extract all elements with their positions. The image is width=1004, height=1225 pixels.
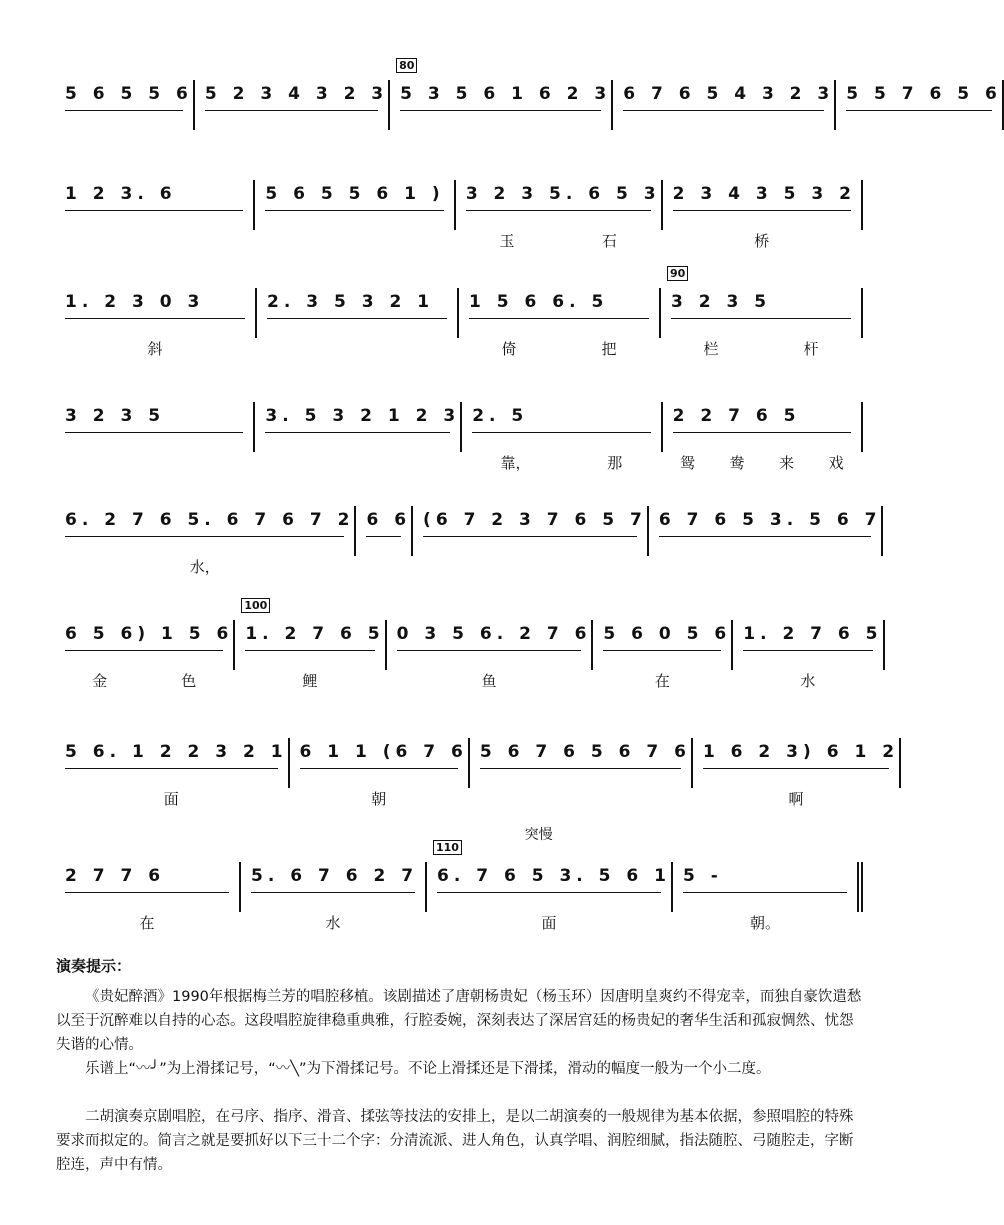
score-line xyxy=(55,382,863,472)
measure xyxy=(387,620,594,690)
measure-notes: 5 6 7 6 5 6 7 6 xyxy=(470,738,691,766)
measure xyxy=(55,506,356,576)
measure xyxy=(593,620,733,690)
measure xyxy=(661,267,863,358)
lyrics xyxy=(673,912,857,933)
rehearsal-mark: 80 xyxy=(396,58,417,73)
lyrics xyxy=(55,556,354,577)
measure xyxy=(255,180,455,230)
score-line xyxy=(55,718,900,808)
lyric-syllable: 戏 xyxy=(828,454,844,472)
measure xyxy=(836,80,1004,130)
notes-paragraph-1: 《贵妃醉酒》1990年根据梅兰芳的唱腔移植。该剧描述了唐朝杨贵妃（杨玉环）因唐明皇爽约不得宠幸，而独自豪饮遣愁以至于沉醉难以自持的心态。这段唱腔旋律稳重典雅，行腔委婉，深刻表达了深居宫廷的杨贵妃的奢华生活和孤寂惆然、忧怨失谐的心情。 xyxy=(56,989,862,1053)
lyrics xyxy=(693,788,899,809)
measure-notes: 6. 7 6 5 3. 5 6 1 xyxy=(427,862,671,890)
measure xyxy=(195,80,390,130)
lyrics xyxy=(290,788,468,809)
lyric-syllable: 玉 xyxy=(499,232,515,250)
lyric-syllable: 水， xyxy=(189,558,220,576)
measure-notes: 6 7 6 5 4 3 2 3 xyxy=(613,80,834,108)
lyric-syllable: 斜 xyxy=(147,340,163,358)
measure-notes: 1 5 6 6. 5 xyxy=(459,288,659,316)
lyrics xyxy=(456,230,661,251)
score-line xyxy=(55,59,1002,150)
measure xyxy=(55,620,235,690)
lyric-syllable: 靠， xyxy=(500,454,531,472)
measure-notes: 3 2 3 5. 6 5 3 xyxy=(456,180,661,208)
measure-notes: 6. 2 7 6 5. 6 7 6 7 2 xyxy=(55,506,354,534)
measure-notes: 6 6 xyxy=(356,506,411,534)
lyrics xyxy=(55,670,233,691)
measure-notes: 5 6. 1 2 2 3 2 1 xyxy=(55,738,288,766)
notes-paragraph-3: 二胡演奏京剧唱腔，在弓序、指序、滑音、揉弦等技法的安排上，是以二胡演奏的一般规律为基本依据，参照唱腔的特殊要求而拟定的。简言之就是要抓好以下三十二个字：分清流派、进人角色，认真学唱、润腔细腻，指法随腔、弓随腔走，字断腔连，声中有情。 xyxy=(56,1109,854,1173)
lyrics xyxy=(733,670,882,691)
lyrics xyxy=(459,338,659,359)
measure-notes: 1. 2 7 6 5 xyxy=(235,620,384,648)
measure xyxy=(462,402,662,472)
lyric-syllable: 朝。 xyxy=(749,914,780,932)
lyrics xyxy=(55,338,255,359)
measure xyxy=(257,288,459,338)
measure-notes: 2 2 7 6 5 xyxy=(663,402,861,430)
lyric-syllable: 来 xyxy=(779,454,795,472)
lyrics xyxy=(661,338,861,359)
measure xyxy=(55,402,255,452)
measure xyxy=(413,506,649,556)
measure-notes: 2 7 7 6 xyxy=(55,862,239,890)
measure-notes: 5 3 5 6 1 6 2 3 xyxy=(390,80,611,108)
measure-notes: 5 5 7 6 5 6 xyxy=(836,80,1002,108)
measure-notes: 6 7 6 5 3. 5 6 7 xyxy=(649,506,882,534)
measure xyxy=(459,288,661,358)
tempo-annotation: 突慢 xyxy=(524,827,553,843)
measure-notes: (6 7 2 3 7 6 5 7 xyxy=(413,506,647,534)
measure xyxy=(427,827,673,932)
lyric-syllable: 桥 xyxy=(754,232,770,250)
lyrics xyxy=(427,912,671,933)
measure-notes: 5 6 5 5 6 xyxy=(55,80,193,108)
lyric-syllable: 水 xyxy=(325,914,341,932)
measure xyxy=(290,738,470,808)
lyric-syllable: 鸯 xyxy=(729,454,745,472)
measure-notes: 1. 2 7 6 5 xyxy=(733,620,882,648)
performance-notes-title: 演奏提示： xyxy=(56,957,132,975)
measure xyxy=(649,506,884,556)
score-line xyxy=(55,268,863,358)
measure xyxy=(693,738,901,808)
rehearsal-mark: 90 xyxy=(667,266,688,281)
measure-notes: 1 2 3. 6 xyxy=(55,180,253,208)
lyric-syllable: 朝 xyxy=(371,790,387,808)
lyrics xyxy=(55,912,239,933)
measure xyxy=(733,620,884,690)
lyrics xyxy=(663,230,861,251)
measure-notes: 2. 5 xyxy=(462,402,660,430)
lyric-syllable: 那 xyxy=(607,454,623,472)
measure-notes: 6 5 6) 1 5 6 xyxy=(55,620,233,648)
measure-notes: 5 6 0 5 6 xyxy=(593,620,731,648)
measure xyxy=(663,402,863,472)
score-line xyxy=(55,486,882,576)
lyric-syllable: 面 xyxy=(541,914,557,932)
lyric-syllable: 面 xyxy=(163,790,179,808)
lyric-syllable: 石 xyxy=(601,232,617,250)
measure-notes: 1. 2 3 0 3 xyxy=(55,288,255,316)
measure-notes: 6 1 1 (6 7 6 xyxy=(290,738,468,766)
lyric-syllable: 在 xyxy=(654,672,670,690)
lyric-syllable: 金 xyxy=(92,672,108,690)
measure-notes: 5 6 5 5 6 1 ) xyxy=(255,180,453,208)
measure xyxy=(55,288,257,358)
rehearsal-mark: 100 xyxy=(241,598,270,613)
measure-notes: 2 3 4 3 5 3 2 xyxy=(663,180,861,208)
measure-notes: 3 2 3 5 xyxy=(55,402,253,430)
lyric-syllable: 栏 xyxy=(703,340,719,358)
measure xyxy=(55,180,255,230)
lyric-syllable: 水 xyxy=(800,672,816,690)
measure xyxy=(235,599,386,690)
measure-notes: 3. 5 3 2 1 2 3 xyxy=(255,402,460,430)
measure xyxy=(55,80,195,130)
lyric-syllable: 色 xyxy=(181,672,197,690)
lyrics xyxy=(593,670,731,691)
measure xyxy=(663,180,863,250)
measure-notes: 5 - xyxy=(673,862,857,890)
lyric-syllable: 鸳 xyxy=(679,454,695,472)
lyric-syllable: 倚 xyxy=(501,340,517,358)
measure xyxy=(356,506,413,556)
measure-notes: 5. 6 7 6 2 7 xyxy=(241,862,425,890)
score-line xyxy=(55,827,863,932)
measure-notes: 1 6 2 3) 6 1 2 xyxy=(693,738,899,766)
lyric-syllable: 鲤 xyxy=(302,672,318,690)
measure xyxy=(613,80,836,130)
lyric-syllable: 把 xyxy=(601,340,617,358)
lyrics xyxy=(387,670,592,691)
measure xyxy=(255,402,462,452)
lyrics xyxy=(663,452,861,473)
measure xyxy=(673,862,863,932)
lyric-syllable: 杆 xyxy=(803,340,819,358)
score-line xyxy=(55,160,863,250)
measure xyxy=(55,738,290,808)
measure xyxy=(241,862,427,932)
measure xyxy=(456,180,663,250)
measure xyxy=(55,862,241,932)
lyrics xyxy=(241,912,425,933)
notes-paragraph-2: 乐谱上“〰╯”为上滑揉记号，“〰╲”为下滑揉记号。不论上滑揉还是下滑揉，滑动的幅度一般为一个小二度。 xyxy=(85,1061,771,1077)
rehearsal-mark: 110 xyxy=(433,840,462,855)
lyrics xyxy=(462,452,660,473)
lyric-syllable: 鱼 xyxy=(481,672,497,690)
measure xyxy=(390,59,613,130)
lyrics xyxy=(235,670,384,691)
lyrics xyxy=(55,788,288,809)
measure-notes: 0 3 5 6. 2 7 6 xyxy=(387,620,592,648)
measure-notes: 2. 3 5 3 2 1 xyxy=(257,288,457,316)
lyric-syllable: 啊 xyxy=(788,790,804,808)
measure-notes: 5 2 3 4 3 2 3 xyxy=(195,80,388,108)
measure-notes: 3 2 3 5 xyxy=(661,288,861,316)
lyric-syllable: 在 xyxy=(139,914,155,932)
measure xyxy=(470,738,693,788)
score-line xyxy=(55,599,883,690)
